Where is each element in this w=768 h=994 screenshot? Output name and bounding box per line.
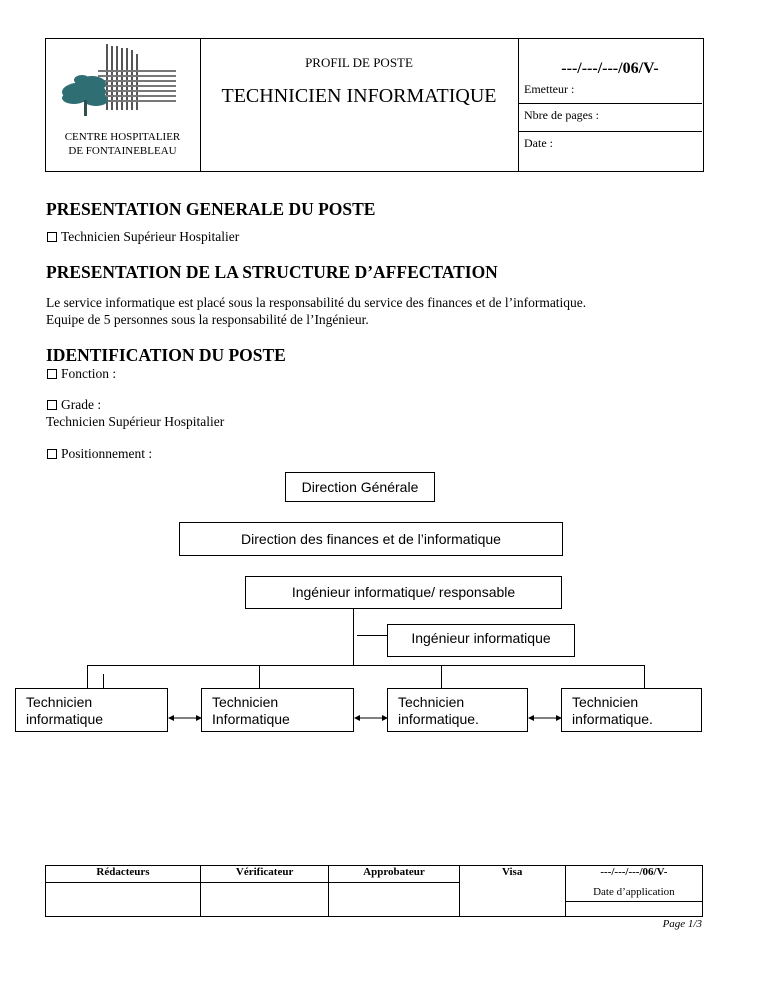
connector-tech2-up bbox=[259, 665, 260, 688]
connector-horizontal bbox=[87, 665, 644, 666]
signature-table bbox=[45, 865, 703, 917]
nbre-pages-label: Nbre de pages : bbox=[524, 108, 599, 122]
box-ingenieur-responsable: Ingénieur informatique/ responsable bbox=[245, 576, 562, 609]
cell-verificateur bbox=[200, 883, 328, 917]
col-redacteurs: Rédacteurs bbox=[46, 866, 201, 883]
box-technicien-1: Technicien informatique bbox=[15, 688, 168, 732]
page-number: Page 1/3 bbox=[662, 918, 702, 930]
box-technicien-2: Technicien Informatique bbox=[201, 688, 354, 732]
box-ingenieur: Ingénieur informatique bbox=[387, 624, 575, 657]
col-visa: Visa bbox=[459, 866, 565, 917]
checkbox-icon bbox=[47, 400, 57, 410]
section-title-structure: PRESENTATION DE LA STRUCTURE D’AFFECTATION bbox=[46, 262, 498, 282]
box-direction-finances: Direction des finances et de l’informatique bbox=[179, 522, 563, 556]
double-arrow-icon bbox=[167, 712, 203, 724]
presentation-item bbox=[47, 229, 239, 245]
grade-value: Technicien Supérieur Hospitalier bbox=[46, 414, 225, 429]
presentation-item-text: Technicien Supérieur Hospitalier bbox=[61, 229, 240, 244]
grade-item bbox=[47, 397, 101, 413]
section-title-identification: IDENTIFICATION DU POSTE bbox=[46, 345, 286, 365]
structure-text-line1: Le service informatique est placé sous la responsabilité du service des finances et de l’informatique. bbox=[46, 295, 587, 310]
double-arrow-icon bbox=[527, 712, 563, 724]
fonction-label: Fonction : bbox=[61, 366, 117, 381]
box-technicien-3: Technicien informatique. bbox=[387, 688, 528, 732]
hospital-logo bbox=[58, 42, 178, 126]
cell-approbateur bbox=[329, 883, 459, 917]
box-technicien-4: Technicien informatique. bbox=[561, 688, 702, 732]
double-arrow-icon bbox=[353, 712, 389, 724]
org-name-line1: CENTRE HOSPITALIER bbox=[64, 131, 181, 143]
header-row-2 bbox=[518, 131, 702, 132]
structure-text-line2: Equipe de 5 personnes sous la responsabilité de l’Ingénieur. bbox=[46, 312, 369, 327]
box-direction-generale: Direction Générale bbox=[285, 472, 435, 502]
col-verificateur: Vérificateur bbox=[200, 866, 328, 883]
connector-tech1-up bbox=[87, 665, 88, 688]
section-title-presentation: PRESENTATION GENERALE DU POSTE bbox=[46, 199, 376, 219]
profil-label: PROFIL DE POSTE bbox=[305, 55, 413, 70]
reference-code: ---/---/---/06/V- bbox=[561, 60, 659, 77]
positionnement-item bbox=[47, 446, 152, 462]
header-row-1 bbox=[518, 103, 702, 104]
cell-redacteurs bbox=[46, 883, 201, 917]
footer-date-application: Date d’application bbox=[565, 883, 702, 917]
page-title: TECHNICIEN INFORMATIQUE bbox=[221, 85, 497, 107]
connector-tech4-up bbox=[644, 665, 645, 688]
footer-reference: ---/---/---/06/V- bbox=[565, 866, 702, 883]
connector-tech3-up bbox=[441, 665, 442, 688]
fonction-item bbox=[47, 366, 116, 382]
positionnement-label: Positionnement : bbox=[61, 446, 153, 461]
col-approbateur: Approbateur bbox=[329, 866, 459, 883]
checkbox-icon bbox=[47, 449, 57, 459]
checkbox-icon bbox=[47, 232, 57, 242]
org-name-line2: DE FONTAINEBLEAU bbox=[68, 145, 177, 157]
emetteur-label: Emetteur : bbox=[524, 82, 575, 96]
header-divider-right bbox=[518, 38, 519, 171]
date-label: Date : bbox=[524, 136, 553, 150]
connector-responsable-down bbox=[353, 608, 354, 665]
checkbox-icon bbox=[47, 369, 57, 379]
grade-label: Grade : bbox=[61, 397, 102, 412]
